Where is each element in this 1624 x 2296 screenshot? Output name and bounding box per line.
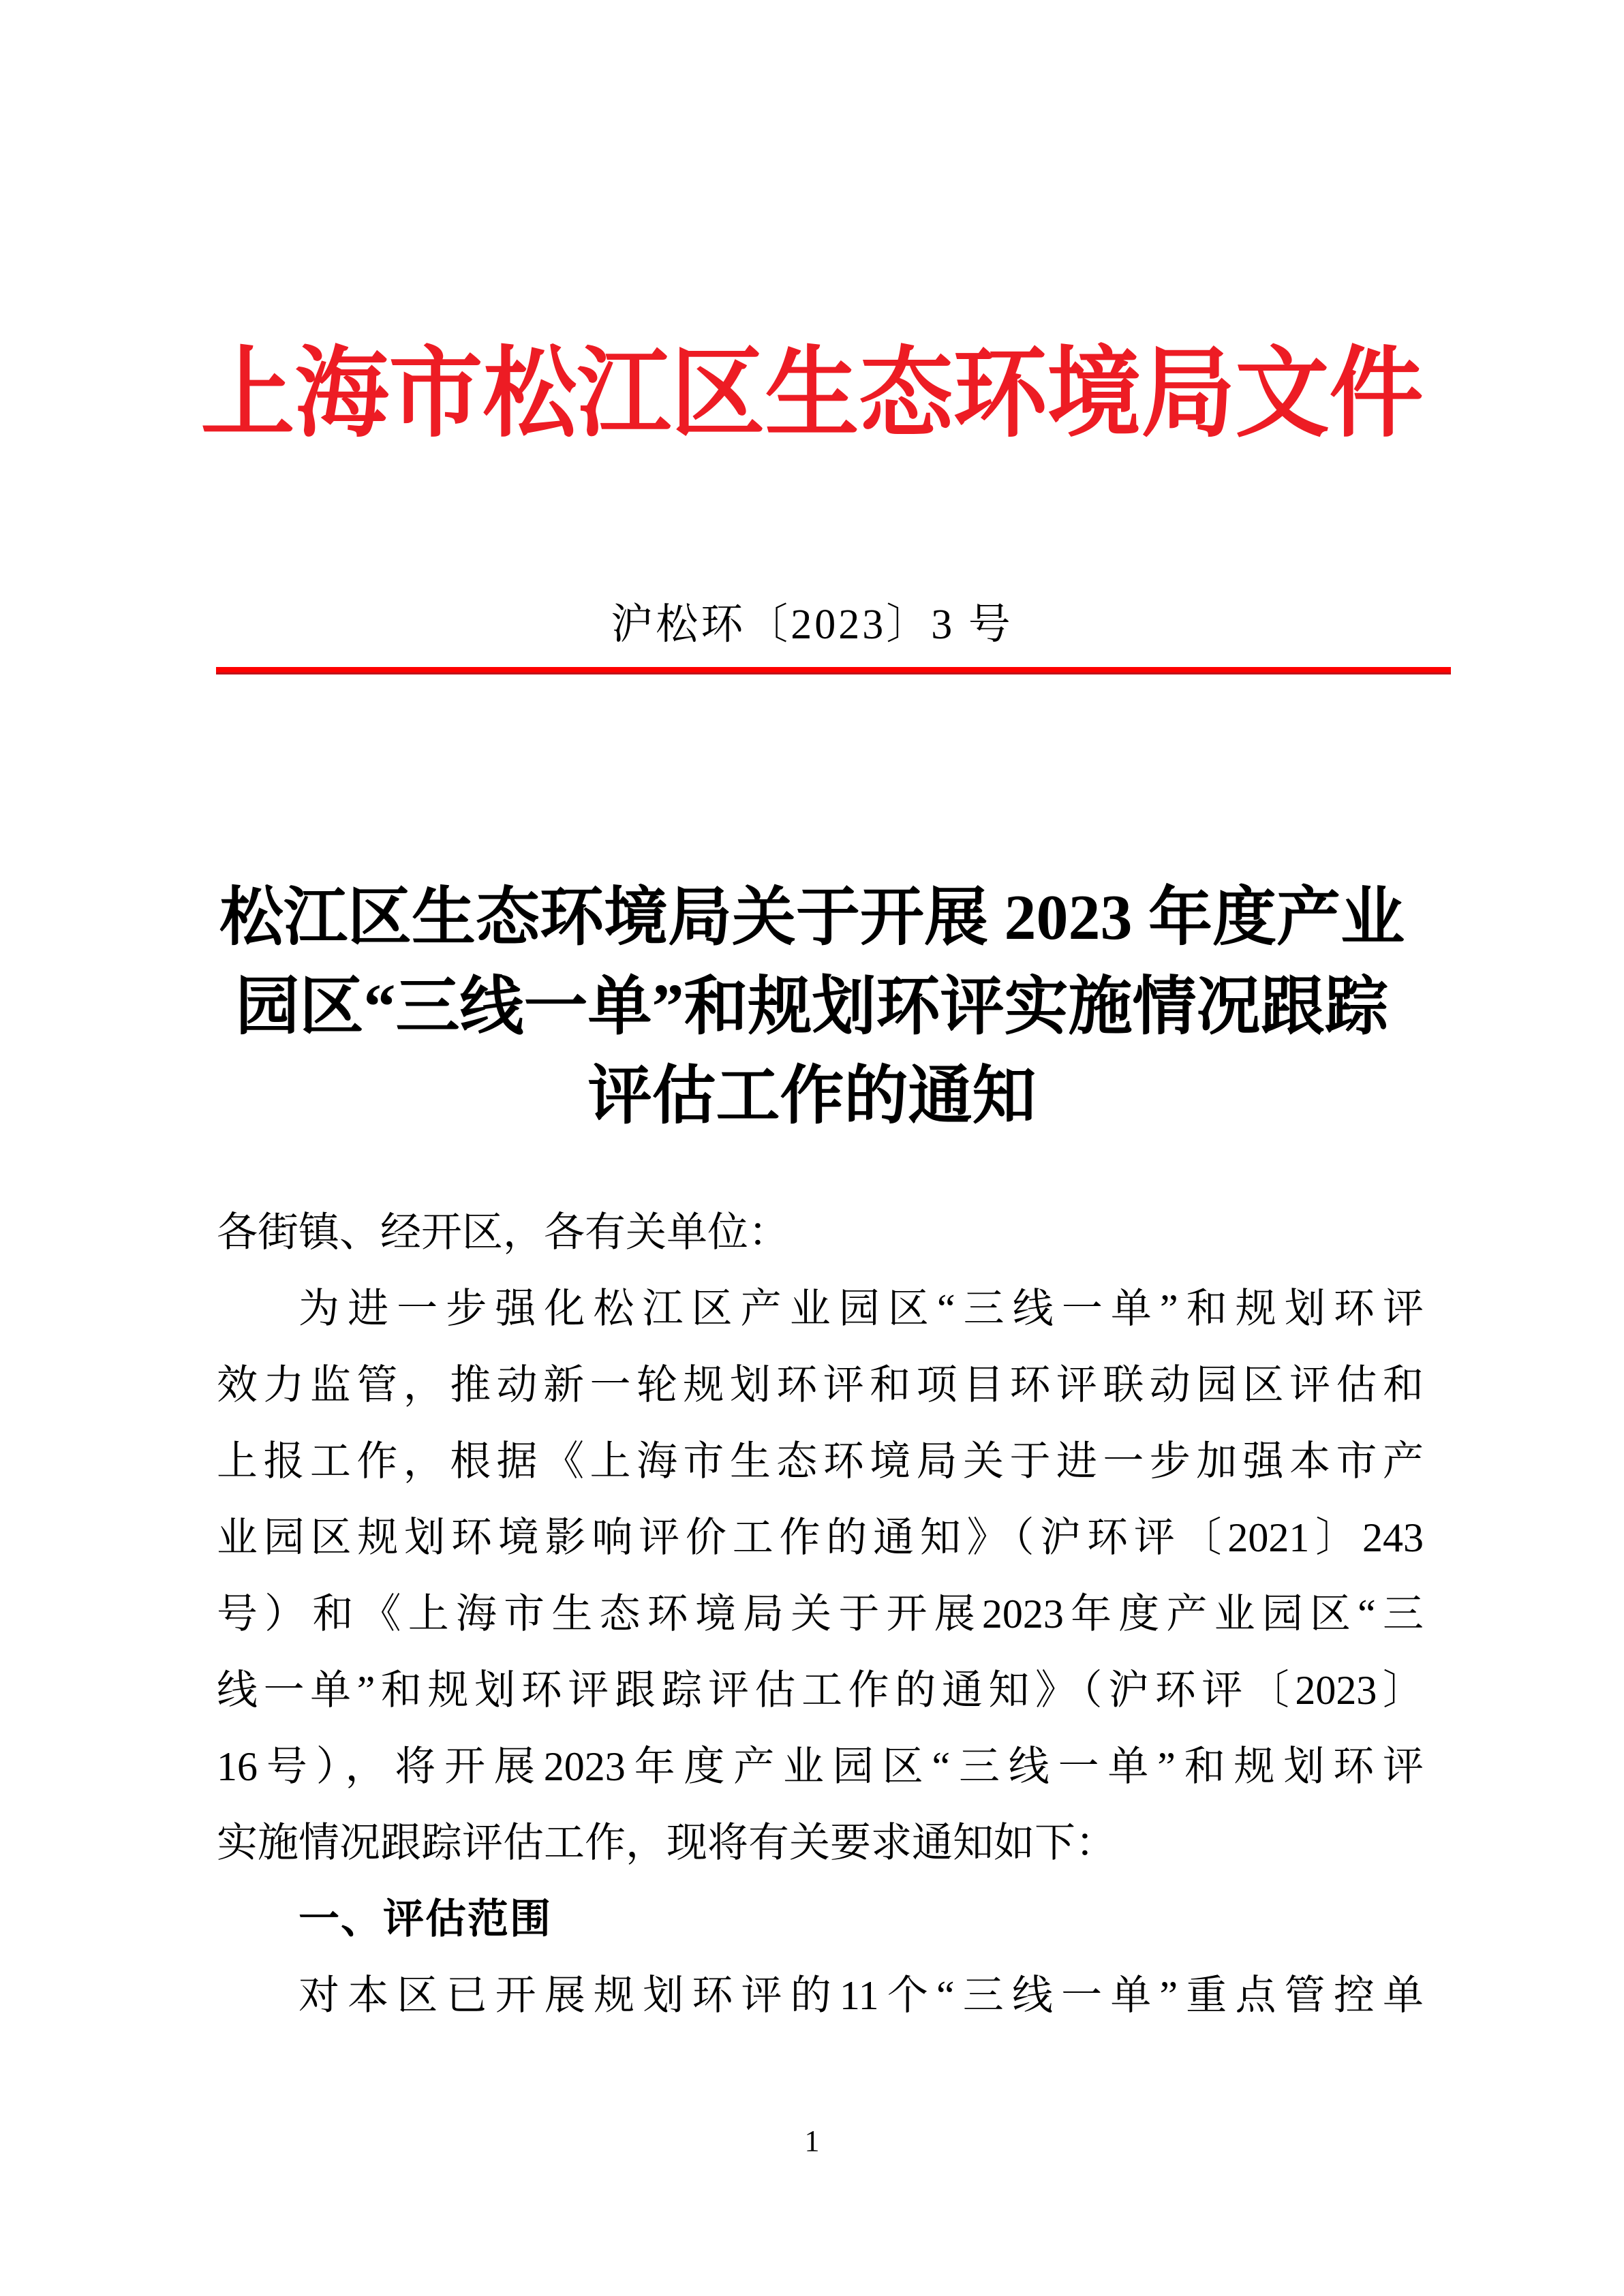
- body-line: 实施情况跟踪评估工作，现将有关要求通知如下：: [217, 1820, 1116, 1865]
- body-line: 对本区已开展规划环评的11个“三线一单”重点管控单: [298, 1973, 1424, 2018]
- body-line: 业园区规划环境影响评价工作的通知》（沪环评〔2021〕243: [217, 1515, 1424, 1560]
- body-line: 上报工作，根据《上海市生态环境局关于进一步加强本市产: [217, 1439, 1424, 1484]
- document-title-line-1: 松江区生态环境局关于开展 2023 年度产业: [219, 882, 1405, 953]
- document-title-line-2: 园区“三线一单”和规划环评实施情况跟踪: [235, 972, 1389, 1042]
- section-heading-evaluation-scope: 一、评估范围: [298, 1896, 552, 1942]
- document-title-line-3: 评估工作的通知: [587, 1061, 1037, 1132]
- document-title: [0, 873, 1624, 1141]
- body-line: 号）和《上海市生态环境局关于开展2023年度产业园区“三: [217, 1592, 1424, 1636]
- body-line: 为进一步强化松江区产业园区“三线一单”和规划环评: [298, 1286, 1424, 1331]
- body-line: 线一单”和规划环评跟踪评估工作的通知》（沪环评〔2023〕: [217, 1668, 1424, 1713]
- document-body: [217, 1194, 1424, 2034]
- document-header-title: 上海市松江区生态环境局文件: [200, 339, 1424, 449]
- body-line: 效力监管，推动新一轮规划环评和项目环评联动园区评估和: [217, 1363, 1424, 1408]
- header-divider-rule: [216, 667, 1451, 674]
- salutation-line: 各街镇、经开区，各有关单位：: [217, 1210, 789, 1255]
- page-number: 1: [804, 2124, 820, 2158]
- document-number: 沪松环〔2023〕3 号: [611, 602, 1013, 648]
- body-line: 16号），将开展2023年度产业园区“三线一单”和规划环评: [217, 1744, 1424, 1789]
